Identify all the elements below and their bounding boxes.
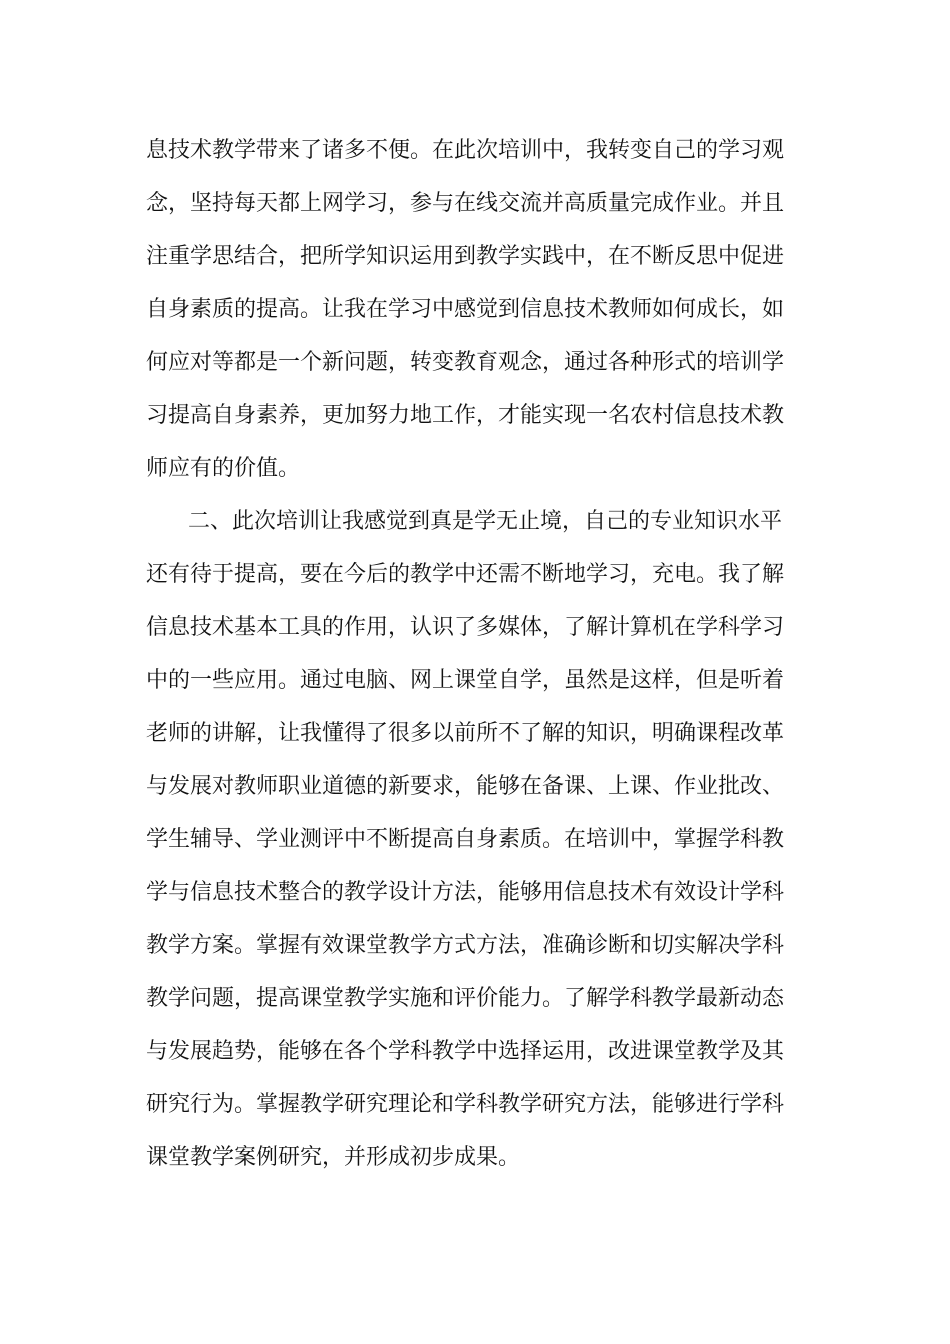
paragraph-2-line: 学与信息技术整合的教学设计方法，能够用信息技术有效设计学科 [146,880,785,905]
paragraph-1-line: 师应有的价值。 [146,456,301,481]
paragraph-2-line: 老师的讲解，让我懂得了很多以前所不了解的知识，明确课程改革 [146,721,785,746]
paragraph-1-line: 注重学思结合，把所学知识运用到教学实践中，在不断反思中促进 [146,244,785,269]
paragraph-2-line: 教学问题，提高课堂教学实施和评价能力。了解学科教学最新动态 [146,986,785,1011]
paragraph-2-line: 信息技术基本工具的作用，认识了多媒体，了解计算机在学科学习 [146,615,785,640]
paragraph-1-line: 自身素质的提高。让我在学习中感觉到信息技术教师如何成长，如 [146,297,785,322]
paragraph-2-line: 与发展趋势，能够在各个学科教学中选择运用，改进课堂教学及其 [146,1039,785,1064]
paragraph-2-line: 研究行为。掌握教学研究理论和学科教学研究方法，能够进行学科 [146,1092,785,1117]
paragraph-2-line: 中的一些应用。通过电脑、网上课堂自学，虽然是这样，但是听着 [146,668,785,693]
paragraph-1-line: 习提高自身素养，更加努力地工作，才能实现一名农村信息技术教 [146,403,785,428]
paragraph-2-first-line: 二、此次培训让我感觉到真是学无止境，自己的专业知识水平 [188,509,783,534]
paragraph-1-line: 息技术教学带来了诸多不便。在此次培训中，我转变自己的学习观 [146,138,785,163]
paragraph-2-line: 还有待于提高，要在今后的教学中还需不断地学习，充电。我了解 [146,562,785,587]
paragraph-2-line: 与发展对教师职业道德的新要求，能够在备课、上课、作业批改、 [146,774,785,799]
paragraph-2-line: 课堂教学案例研究，并形成初步成果。 [146,1145,521,1170]
paragraph-1-line: 何应对等都是一个新问题，转变教育观念，通过各种形式的培训学 [146,350,785,375]
paragraph-2-line: 学生辅导、学业测评中不断提高自身素质。在培训中，掌握学科教 [146,827,785,852]
paragraph-2-line: 教学方案。掌握有效课堂教学方式方法，准确诊断和切实解决学科 [146,933,785,958]
paragraph-1-line: 念，坚持每天都上网学习，参与在线交流并高质量完成作业。并且 [146,191,785,216]
